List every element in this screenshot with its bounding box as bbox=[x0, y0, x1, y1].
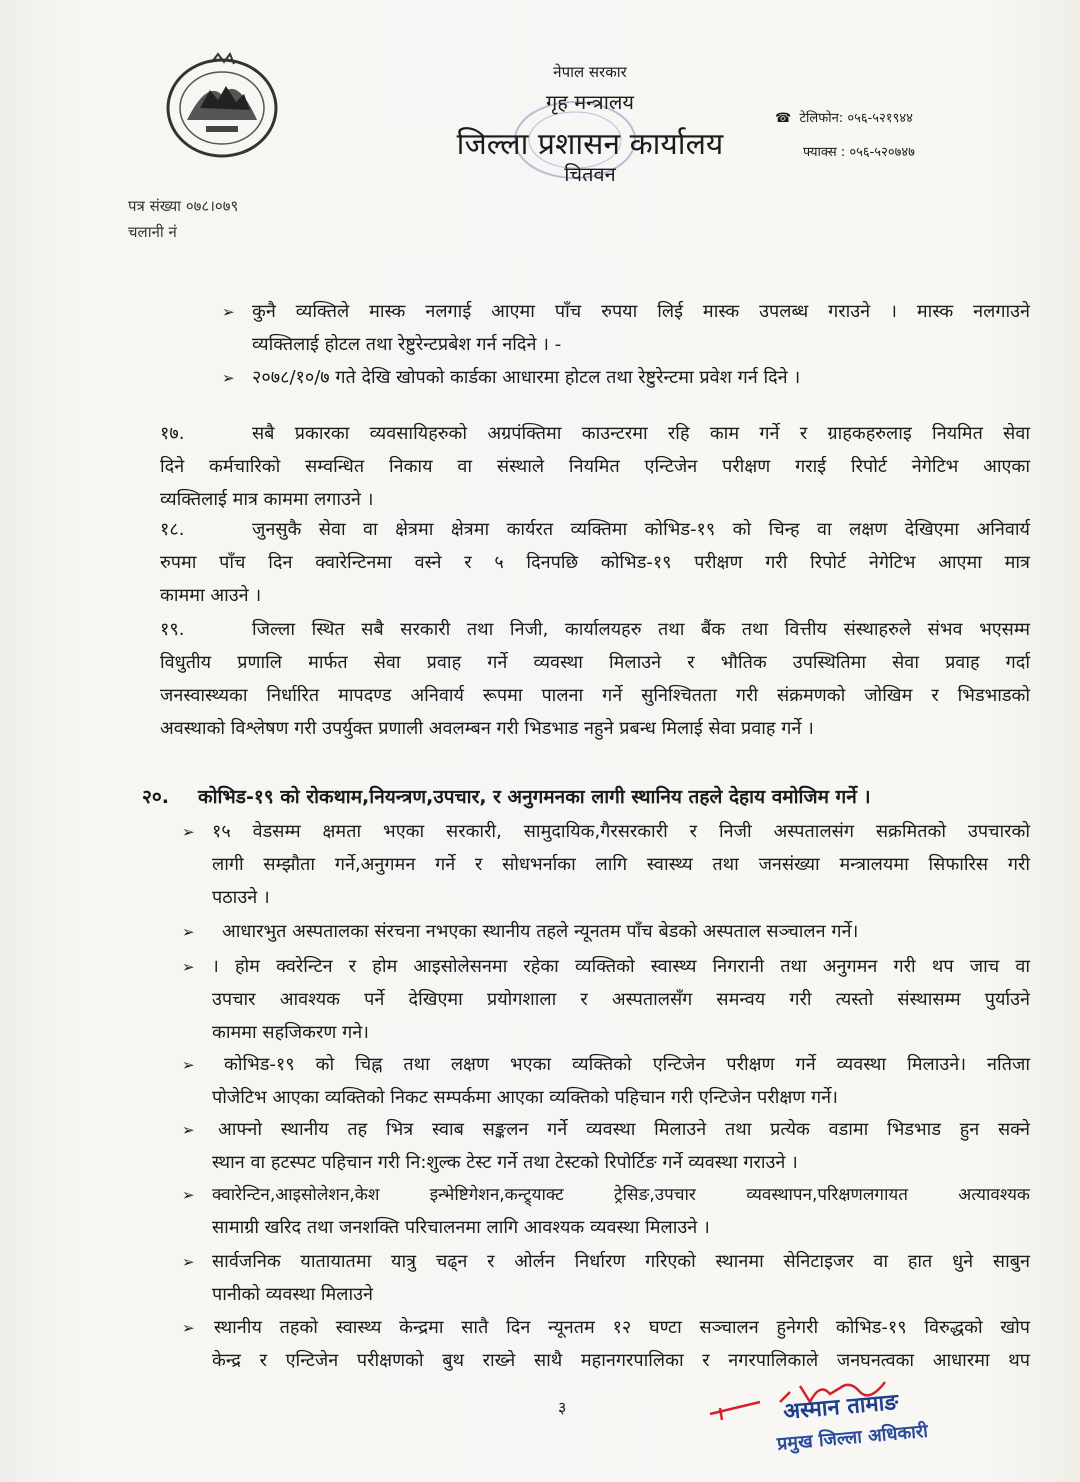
bullet-arrow-icon: ➢ bbox=[182, 958, 195, 976]
dispatch-number: चलानी नं bbox=[128, 223, 177, 241]
s20-bullet-7-line-2: पानीको व्यवस्था मिलाउने bbox=[212, 1284, 374, 1305]
signer-name: अस्मान तामाङ bbox=[782, 1389, 900, 1425]
item-number: १७. bbox=[160, 423, 185, 444]
s20-bullet-3-line-2: उपचार आवश्यक पर्ने देखिएमा प्रयोगशाला र अस्पतालसँग समन्वय गरी त्यस्तो संस्थासम्म पुर्याउने bbox=[212, 989, 1030, 1010]
s20-bullet-6-line-2: सामाग्री खरिद तथा जनशक्ति परिचालनमा लागि आवश्यक व्यवस्था मिलाउने । bbox=[212, 1217, 710, 1238]
s20-bullet-4-line-1: कोभिड-१९ को चिह्न तथा लक्षण भएका व्यक्तिको एन्टिजेन परीक्षण गर्ने व्यवस्था मिलाउने। नतिजा bbox=[224, 1054, 1030, 1075]
fax-number: फ्याक्स : ०५६-५२०७४७ bbox=[803, 145, 915, 160]
top-bullet-2-line-1: २०७८/१०/७ गते देखि खोपको कार्डका आधारमा होटल तथा रेष्टुरेन्टमा प्रवेश गर्न दिने । bbox=[252, 367, 801, 388]
s20-bullet-1-line-2: लागी सम्झौता गर्ने,अनुगमन गर्ने र सोधभर्नाका लागि स्वास्थ्य तथा जनसंख्या मन्त्रालयमा सिफारिस गरी bbox=[212, 854, 1030, 875]
item-number: १८. bbox=[160, 519, 185, 540]
s20-bullet-7-line-1: सार्वजनिक यातायातमा यात्रु चढ्न र ओर्लन निर्धारण गरिएको स्थानमा सेनिटाइजर वा हात धुने साबुन bbox=[212, 1251, 1030, 1272]
s20-bullet-8-line-1: स्थानीय तहको स्वास्थ्य केन्द्रमा सातै दिन न्यूनतम १२ घण्टा सञ्चालन हुनेगरी कोभिड-१९ विरुद्धको खोप bbox=[214, 1317, 1030, 1338]
bullet-arrow-icon: ➢ bbox=[182, 1056, 195, 1074]
item-number: १९. bbox=[160, 619, 185, 640]
office-name: जिल्ला प्रशासन कार्यालय bbox=[456, 127, 724, 162]
item-19-line-1: जिल्ला स्थित सबै सरकारी तथा निजी, कार्यालयहरु तथा बैंक तथा वित्तीय संस्थाहरुले संभव भएसम्म bbox=[252, 619, 1030, 640]
nepal-emblem-icon bbox=[162, 50, 282, 160]
s20-bullet-4-line-2: पोजेटिभ आएका व्यक्तिको निकट सम्पर्कमा आएका व्यक्तिको पहिचान गरी एन्टिजेन परीक्षण गर्ने। bbox=[212, 1087, 838, 1108]
s20-bullet-3-line-3: काममा सहजिकरण गने। bbox=[212, 1022, 370, 1043]
s20-bullet-3-line-1: । होम क्वरेन्टिन र होम आइसोलेसनमा रहेका व्यक्तिको स्वास्थ्य निगरानी तथा अनुगमन गरी थप जाच वा bbox=[212, 956, 1030, 977]
item-17-line-3: व्यक्तिलाई मात्र काममा लगाउने । bbox=[160, 489, 374, 510]
item-18-line-2: रुपमा पाँच दिन क्वारेन्टिनमा वस्ने र ५ दिनपछि कोभिड-१९ परीक्षण गरी रिपोर्ट नेगेटिभ आएमा मात्र bbox=[160, 552, 1030, 573]
bullet-arrow-icon: ➢ bbox=[182, 823, 195, 841]
ministry-name: गृह मन्त्रालय bbox=[545, 90, 635, 114]
bullet-arrow-icon: ➢ bbox=[222, 369, 235, 387]
bullet-arrow-icon: ➢ bbox=[222, 303, 235, 321]
s20-bullet-1-line-3: पठाउने । bbox=[212, 887, 270, 908]
top-bullet-1-line-2: व्यक्तिलाई होटल तथा रेष्टुरेन्टप्रबेश गर्न नदिने । - bbox=[252, 334, 562, 355]
item-19-line-2: विधुतीय प्रणालि मार्फत सेवा प्रवाह गर्ने व्यवस्था मिलाउने र भौतिक उपस्थितिमा सेवा प्रवाह गर्दा bbox=[160, 652, 1030, 673]
section-number: २०. bbox=[142, 786, 169, 808]
bullet-arrow-icon: ➢ bbox=[182, 1121, 195, 1139]
section-heading: कोभिड-१९ को रोकथाम,नियन्त्रण,उपचार, र अनुगमनका लागी स्थानिय तहले देहाय वमोजिम गर्ने । bbox=[198, 786, 871, 808]
government-name: नेपाल सरकार bbox=[553, 63, 627, 81]
reference-number: पत्र संख्या ०७८।०७९ bbox=[128, 197, 239, 215]
item-17-line-2: दिने कर्मचारिको सम्वन्धित निकाय वा संस्थाले नियमित एन्टिजेन परीक्षण गराई रिपोर्ट नेगेटिभ आएका bbox=[160, 456, 1030, 477]
s20-bullet-5-line-1: आफ्नो स्थानीय तह भित्र स्वाब सङ्कलन गर्ने व्यवस्था मिलाउने तथा प्रत्येक वडामा भिडभाड हुन सक्ने bbox=[218, 1119, 1030, 1140]
s20-bullet-5-line-2: स्थान वा हटस्पट पहिचान गरी नि:शुल्क टेस्ट गर्ने तथा टेस्टको रिपोर्टिङ गर्ने व्यवस्था गराउने । bbox=[212, 1152, 798, 1173]
bullet-arrow-icon: ➢ bbox=[182, 1319, 195, 1337]
signer-title: प्रमुख जिल्ला अधिकारी bbox=[776, 1420, 929, 1455]
district-name: चितवन bbox=[564, 162, 616, 186]
top-bullet-1-line-1: कुनै व्यक्तिले मास्क नलगाई आएमा पाँच रुपया लिई मास्क उपलब्ध गराउने । मास्क नलगाउने bbox=[252, 301, 1030, 322]
item-17-line-1: सबै प्रकारका व्यवसायिहरुको अग्रपंक्तिमा काउन्टरमा रहि काम गर्ने र ग्राहकहरुलाइ नियमित सेवा bbox=[252, 423, 1030, 444]
item-19-line-3: जनस्वास्थ्यका निर्धारित मापदण्ड अनिवार्य रूपमा पालना गर्ने सुनिश्चितता गरी संक्रमणको जोखिम र भिडभाडको bbox=[160, 685, 1030, 706]
s20-bullet-2-line-1: आधारभुत अस्पतालका संरचना नभएका स्थानीय तहले न्यूनतम पाँच बेडको अस्पताल सञ्चालन गर्ने। bbox=[222, 921, 859, 942]
page-number: ३ bbox=[558, 1398, 567, 1417]
bullet-arrow-icon: ➢ bbox=[182, 1186, 195, 1204]
bullet-arrow-icon: ➢ bbox=[182, 923, 195, 941]
item-19-line-4: अवस्थाको विश्लेषण गरी उपर्युक्त प्रणाली अवलम्बन गरी भिडभाड नहुने प्रबन्ध मिलाई सेवा प्रवाह गर्ने । bbox=[160, 718, 814, 739]
item-18-line-1: जुनसुकै सेवा वा क्षेत्रमा क्षेत्रमा कार्यरत व्यक्तिमा कोभिड-१९ को चिन्ह वा लक्षण देखिएमा अनिवार्य bbox=[252, 519, 1030, 540]
s20-bullet-8-line-2: केन्द्र र एन्टिजेन परीक्षणको बुथ राख्ने साथै महानगरपालिका र नगरपालिकाले जनघनत्वका आधारमा थप bbox=[212, 1350, 1030, 1371]
phone-icon: ☎ bbox=[775, 111, 800, 126]
item-18-line-3: काममा आउने । bbox=[160, 585, 262, 606]
s20-bullet-6-line-1: क्वारेन्टिन,आइसोलेशन,केश इन्भेष्टिगेशन,कन्ट्र्याक्ट ट्रेसिङ,उपचार व्यवस्थापन,परिक्षणलगायत अत्यावश्यक bbox=[212, 1185, 1030, 1205]
bullet-arrow-icon: ➢ bbox=[182, 1253, 195, 1271]
phone-number: ☎ टेलिफोन: ०५६-५२१९४४ bbox=[775, 111, 913, 126]
s20-bullet-1-line-1: १५ वेडसम्म क्षमता भएका सरकारी, सामुदायिक,गैरसरकारी र निजी अस्पतालसंग सक्रमितको उपचारको bbox=[212, 821, 1030, 842]
